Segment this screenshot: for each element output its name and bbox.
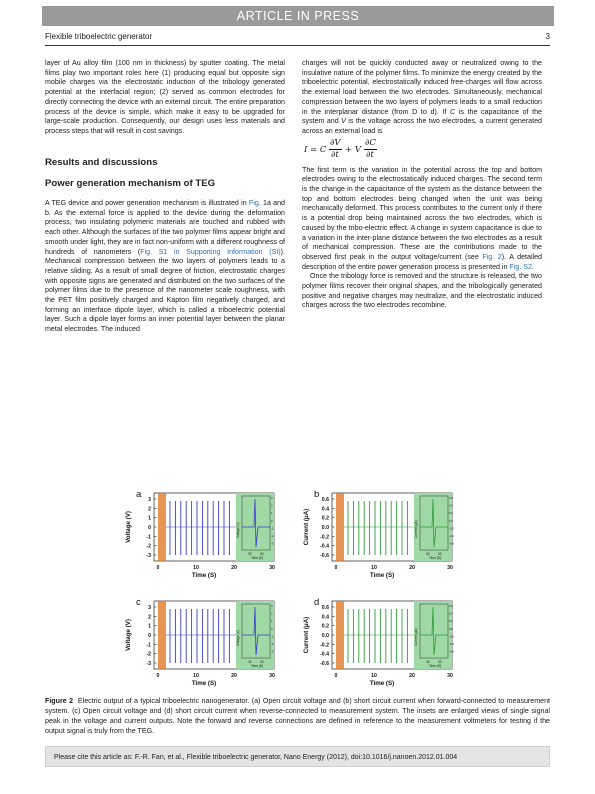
y-axis-label: Current (μA) xyxy=(303,508,310,546)
x-axis-label: Time (S) xyxy=(191,680,217,687)
article-in-press-banner: ARTICLE IN PRESS xyxy=(42,6,554,26)
inset-y-tick: 0.4 xyxy=(449,503,453,508)
y-tick-label: -0.6 xyxy=(320,553,329,559)
y-tick-label: -2 xyxy=(146,651,151,658)
figure-link[interactable]: Fig. xyxy=(248,199,261,208)
y-tick-label: -0.4 xyxy=(320,543,329,550)
inset-x-label: Time (S) xyxy=(429,556,442,560)
inset-y-tick: -0.4 xyxy=(449,534,454,538)
text-run: The first term is the variation in the potential across the top and bottom electrodes owing to the electrostatically induced charges. The second term is the change in the capacitance of the system as the distance between the top and bottom electrodes being changed when the unit was being mechanically deformed. This process contributes to the current only if there is a potential drop being maintained across the two electrodes, which is caused by the tribo-electric effect. A change in system capacitance is due to a variation in the inter-plane distance between the two electrodes as a result of mechanical compression. These are the contributions made to the observed first peak in the output voltage/current (see xyxy=(302,165,542,261)
x-axis-label: Time (S) xyxy=(369,572,395,579)
inset-y-label: Current (μA) xyxy=(414,628,418,646)
inset-y-tick: 2 xyxy=(271,503,273,508)
panel-a xyxy=(125,489,275,579)
y-tick-label: -1 xyxy=(146,642,151,649)
paragraph xyxy=(45,199,285,335)
equation-denominator: ∂t xyxy=(331,149,339,160)
figure-caption xyxy=(45,697,550,737)
paragraph xyxy=(302,166,542,273)
right-column xyxy=(302,59,542,311)
inset-x-tick: 33 xyxy=(438,552,442,556)
inset-x-tick: 32 xyxy=(248,660,252,664)
inset-y-tick: -0.2 xyxy=(449,634,454,639)
x-tick-label: 10 xyxy=(193,673,199,679)
citation-box: Please cite this article as: F.-R. Fan, et al., Flexible triboelectric generator, Nano Energy (2012), doi:10.1016/j.nanoen.2012.01.004 xyxy=(45,746,550,767)
y-tick-label: 2 xyxy=(148,506,151,513)
inset-x-tick: 32 xyxy=(426,660,430,664)
inset-y-label: Voltage (V) xyxy=(236,522,240,538)
paragraph xyxy=(302,59,542,137)
supporting-info-link[interactable]: Fig. S1 in Supporting Information (SI) xyxy=(140,247,281,256)
y-tick-label: 0.2 xyxy=(321,515,329,522)
x-tick-label: 20 xyxy=(409,565,415,571)
figure-2-panels xyxy=(118,485,463,695)
inset-y-tick: 0.2 xyxy=(449,511,453,516)
inset-y-tick: 3 xyxy=(271,496,273,500)
y-tick-label: 0.2 xyxy=(321,623,329,630)
highlight-band xyxy=(336,493,344,561)
inset-y-tick: 1 xyxy=(271,619,273,624)
y-tick-label: 1 xyxy=(148,623,151,630)
panel-letter: b xyxy=(314,489,320,500)
inset-y-tick: 0 xyxy=(271,518,273,523)
inset-y-tick: 1 xyxy=(271,511,273,516)
inset-y-label: Voltage (V) xyxy=(236,630,240,646)
highlight-band xyxy=(336,601,344,669)
panel-letter: c xyxy=(136,597,141,608)
x-tick-label: 20 xyxy=(231,673,237,679)
y-tick-label: -0.2 xyxy=(320,534,329,541)
running-head-title: Flexible triboelectric generator xyxy=(45,32,153,41)
inset-y-tick: 0.6 xyxy=(449,604,453,608)
x-tick-label: 20 xyxy=(409,673,415,679)
y-tick-label: 0 xyxy=(148,633,151,639)
highlight-band xyxy=(158,601,166,669)
text-run: is the voltage across the two electrodes, a current generated across an external load is xyxy=(302,117,542,135)
y-tick-label: -0.6 xyxy=(320,661,329,667)
y-tick-label: 0.4 xyxy=(321,614,329,621)
text-run: . xyxy=(531,262,534,271)
panel-c xyxy=(125,597,275,687)
inset-x-label: Time (S) xyxy=(251,664,264,668)
paragraph: Once the tribology force is removed and the structure is released, the two polymer films recover their original shapes, and the tribologically generated positive and negative charges may neutralize, and the electrostatic induced charges across the two electrodes recombine. xyxy=(302,272,542,310)
inset-x-label: Time (S) xyxy=(251,556,264,560)
x-tick-label: 30 xyxy=(447,565,453,571)
figure-link[interactable]: Fig. S2 xyxy=(509,262,532,271)
y-tick-label: 0.0 xyxy=(321,525,329,531)
inset-y-tick: 2 xyxy=(271,611,273,616)
text-run: is the capacitance of the system and xyxy=(302,107,542,126)
equation-numerator: ∂C xyxy=(365,137,376,148)
y-axis-label: Current (μA) xyxy=(303,616,310,654)
x-axis-label: Time (S) xyxy=(191,572,217,579)
paragraph: layer of Au alloy film (100 nm in thickness) by sputter coating. The metal films play two important roles here (1) producing equal but opposite sign mobile charges via the electrostatic induction of the tribology generated potential at the interfacial region; (2) served as common electrodes for directly connecting the device with an external circuit. The entire preparation process of the device is simple, which make it easy to be upgraded for large-scale production. Consequently, our design uses less materials and process steps that will result in cost savings. xyxy=(45,59,285,135)
subsection-heading: Power generation mechanism of TEG xyxy=(45,178,216,190)
inset-x-tick: 32 xyxy=(248,552,252,556)
x-tick-label: 0 xyxy=(156,673,160,679)
inset-y-tick: 0 xyxy=(271,626,273,631)
equation-denominator: ∂t xyxy=(366,149,374,160)
y-tick-label: 0.0 xyxy=(321,633,329,639)
y-tick-label: -2 xyxy=(146,543,151,550)
y-tick-label: -1 xyxy=(146,534,151,541)
symbol-v: V xyxy=(341,117,346,126)
y-tick-label: -0.2 xyxy=(320,642,329,649)
inset-y-tick: -1 xyxy=(271,526,274,531)
y-tick-label: 0 xyxy=(148,525,151,531)
panel-b xyxy=(303,489,454,579)
x-tick-label: 0 xyxy=(156,565,160,571)
left-column xyxy=(45,59,285,335)
panel-d xyxy=(303,597,454,687)
text-run: charges will not be quickly conducted away or neutralized owing to the insulative nature of the polymer films. To minimize the energy created by the triboelectric potential, electrostatically induced free-charges will flow across the external load between the two electrodes. Simultaneously, mechanical compression between the two layers of polymers leads to a small reduction in the interplanar distance (from D to d). If xyxy=(302,59,542,116)
y-tick-label: 0.6 xyxy=(321,497,329,503)
symbol-c: C xyxy=(450,107,456,116)
figure-link[interactable]: Fig. 2 xyxy=(482,252,502,261)
y-axis-label: Voltage (V) xyxy=(125,511,132,543)
header-rule xyxy=(45,45,550,46)
text-run: ). Mechanical compression between the two layers of polymers leads to a relative sliding. As a result of small degree of friction, electrostatic charges with opposite signs are generated and distributed on the two surfaces of the polymer films due to the presence of the nanometer scale roughness, with the PET film positively charged and Kapton film negatively charged, and forming an interface dipole layer, which is called a triboelectric potential layer. Such a dipole layer forms an inner potential layer between the planar metal electrodes. The induced xyxy=(45,247,286,334)
equation-lhs: I = C xyxy=(304,144,327,155)
inset-x-tick: 33 xyxy=(260,552,264,556)
y-tick-label: 0.6 xyxy=(321,605,329,611)
highlight-band xyxy=(158,493,166,561)
inset-y-tick: -2 xyxy=(271,534,274,538)
x-tick-label: 20 xyxy=(231,565,237,571)
equation-numerator: ∂V xyxy=(330,137,341,148)
text-run: ). A detailed description of the entire power generation process is presented in xyxy=(302,252,542,271)
inset-y-tick: -0.4 xyxy=(449,642,454,646)
text-run: A TEG device and power generation mechanism is illustrated in xyxy=(45,199,249,208)
panel-letter: a xyxy=(136,489,142,500)
y-tick-label: -0.4 xyxy=(320,651,329,658)
x-tick-label: 30 xyxy=(269,673,275,679)
y-tick-label: 3 xyxy=(148,497,151,503)
x-axis-label: Time (S) xyxy=(369,680,395,687)
x-tick-label: 10 xyxy=(371,565,377,571)
section-heading: Results and discussions xyxy=(45,156,158,168)
inset-y-tick: -0.6 xyxy=(449,649,454,654)
equation-plus-term: + V xyxy=(345,144,361,155)
inset-y-tick: 0.0 xyxy=(449,518,453,523)
inset-y-tick: -2 xyxy=(271,642,274,646)
x-tick-label: 30 xyxy=(447,673,453,679)
x-tick-label: 10 xyxy=(193,565,199,571)
inset-x-tick: 32 xyxy=(426,552,430,556)
inset-y-tick: 0.0 xyxy=(449,626,453,631)
inset-y-tick: 0.2 xyxy=(449,619,453,624)
inset-x-tick: 33 xyxy=(260,660,264,664)
panel-letter: d xyxy=(314,597,320,608)
inset-y-tick: -3 xyxy=(271,541,274,546)
inset-y-tick: 0.6 xyxy=(449,496,453,500)
y-tick-label: -3 xyxy=(146,661,151,667)
x-tick-label: 0 xyxy=(334,565,338,571)
inset-y-tick: -0.6 xyxy=(449,541,454,546)
y-tick-label: 3 xyxy=(148,605,151,611)
current-equation xyxy=(302,139,542,163)
x-tick-label: 0 xyxy=(334,673,338,679)
y-tick-label: -3 xyxy=(146,553,151,559)
x-tick-label: 30 xyxy=(269,565,275,571)
y-tick-label: 2 xyxy=(148,614,151,621)
inset-x-tick: 33 xyxy=(438,660,442,664)
inset-y-tick: 3 xyxy=(271,604,273,608)
inset-y-label: Current (μA) xyxy=(414,520,418,538)
inset-y-tick: -0.2 xyxy=(449,526,454,531)
y-tick-label: 1 xyxy=(148,515,151,522)
caption-text: Electric output of a typical triboelectric nanogenerator. (a) Open circuit voltage and (b) short circuit current when forward-connected to measurement system. (c) Open circuit voltage and (d) short circuit current when reverse-connected to measurement system. The insets are enlarged views of single signal peak in the voltage and current outputs. Note the forward and reverse connections are defined in reference to the measurement voltmeters for testing if the output signal is truly from the TEG. xyxy=(45,697,551,735)
y-axis-label: Voltage (V) xyxy=(125,619,132,651)
inset-x-label: Time (S) xyxy=(429,664,442,668)
page-number: 3 xyxy=(545,32,550,41)
inset-y-tick: -3 xyxy=(271,649,274,654)
x-tick-label: 10 xyxy=(371,673,377,679)
figure-2 xyxy=(118,485,463,695)
y-tick-label: 0.4 xyxy=(321,506,329,513)
inset-y-tick: 0.4 xyxy=(449,611,453,616)
running-head xyxy=(45,32,550,46)
text-run: 1a and b. As the external force is applied to the device during the deformation process, two insulating polymeric materials are touched and rubbed with each other. Although the surfaces of the two polymer films appear bright and smooth under light, they are in fact non-uniform with a different roughness of hundreds of nanometers ( xyxy=(45,199,285,256)
inset-y-tick: -1 xyxy=(271,634,274,639)
caption-label: Figure 2 xyxy=(45,697,74,705)
